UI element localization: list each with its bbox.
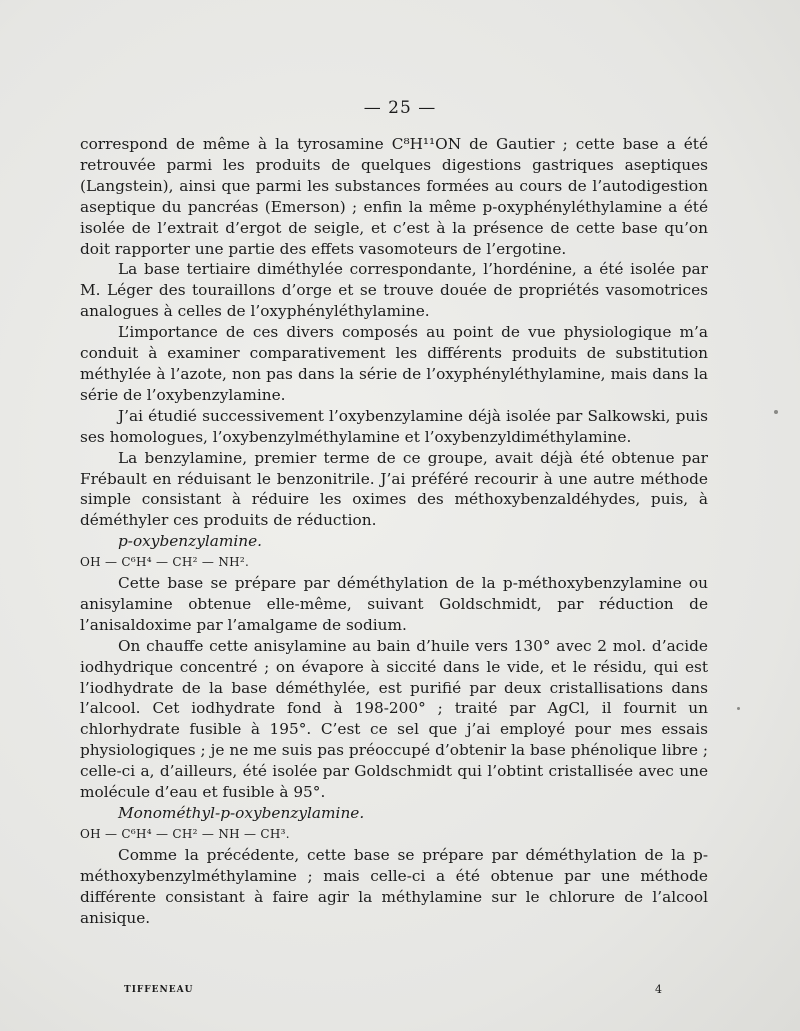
paragraph-1: correspond de même à la tyrosamine C⁸H¹¹ON de Gautier ; cette base a été retrouvée parmi les produits de quelques digestions gastriques aseptiques (Langstein), ainsi que parmi les substances formées au cours de l’autodigestion aseptique du pancréas (Emerson) ; enfin la même p-oxyphényléthylamine a été isolée de l’extrait d’ergot de seigle, et c’est à la présence de cette base qu’on doit rapporter une partie des effets vasomoteurs de l’ergotine.: [80, 135, 708, 258]
paragraph-8: Comme la précédente, cette base se prépare par déméthylation de la p-méthoxybenzylméthylamine ; mais celle-ci a été obtenue par une méthode différente consistant à faire agir la méthylamine sur le chlorure de l’alcool anisique.: [80, 845, 708, 927]
paragraph-6: Cette base se prépare par déméthylation de la p-méthoxybenzylamine ou anisylamine obtenue elle-même, suivant Goldschmidt, par réduction de l’anisaldoxime par l’amalgame de sodium.: [80, 574, 708, 634]
section-title-2: Monométhyl-p-oxybenzylamine.: [118, 804, 365, 822]
formula-2: OH — C⁶H⁴ — CH² — NH — CH³.: [80, 826, 290, 841]
paragraph-2: La base tertiaire diméthylée correspondante, l’hordénine, a été isolée par M. Léger des touraillons d’orge et se trouve douée de propriétés vasomotrices analogues à celles de l’oxyphényléthylamine.: [80, 260, 708, 321]
formula-1: OH — C⁶H⁴ — CH² — NH².: [80, 555, 250, 570]
section-title-1: p-oxybenzylamine.: [118, 532, 263, 551]
scan-speck: [737, 707, 740, 710]
scan-speck: [774, 410, 778, 414]
footer-signature-mark: 4: [655, 983, 662, 996]
page-number: — 25 —: [363, 98, 437, 118]
paragraph-5: La benzylamine, premier terme de ce groupe, avait déjà été obtenue par Frébault en réduisant le benzonitrile. J’ai préféré recourir à une autre méthode simple consistant à réduire les oximes des méthoxybenzaldéhydes, puis, à déméthyler ces produits de réduction.: [80, 448, 708, 530]
body-text: [80, 134, 708, 928]
paragraph-3: L’importance de ces divers composés au point de vue physiologique m’a conduit à examiner comparativement les différents produits de substitution méthylée à l’azote, non pas dans la série de l’oxyphényléthylamine, mais dans la série de l’oxybenzylamine.: [80, 323, 708, 404]
footer-author: TIFFENEAU: [124, 985, 194, 995]
paragraph-4: J’ai étudié successivement l’oxybenzylamine déjà isolée par Salkowski, puis ses homologues, l’oxybenzylméthylamine et l’oxybenzyldiméthylamine.: [80, 406, 708, 446]
paragraph-7: On chauffe cette anisylamine au bain d’huile vers 130° avec 2 mol. d’acide iodhydrique concentré ; on évapore à siccité dans le vide, et le résidu, qui est l’iodhydrate de la base déméthylée, est purifié par deux cristallisations dans l’alcool. Cet iodhydrate fond à 198-200° ; traité par AgCl, il fournit un chlorhydrate fusible à 195°. C’est ce sel que j’ai employé pour mes essais physiologiques ; je ne me suis pas préoccupé d’obtenir la base phénolique libre ; celle-ci a, d’ailleurs, été isolée par Goldschmidt qui l’obtint cristallisée avec une molécule d’eau et fusible à 95°.: [80, 636, 708, 802]
